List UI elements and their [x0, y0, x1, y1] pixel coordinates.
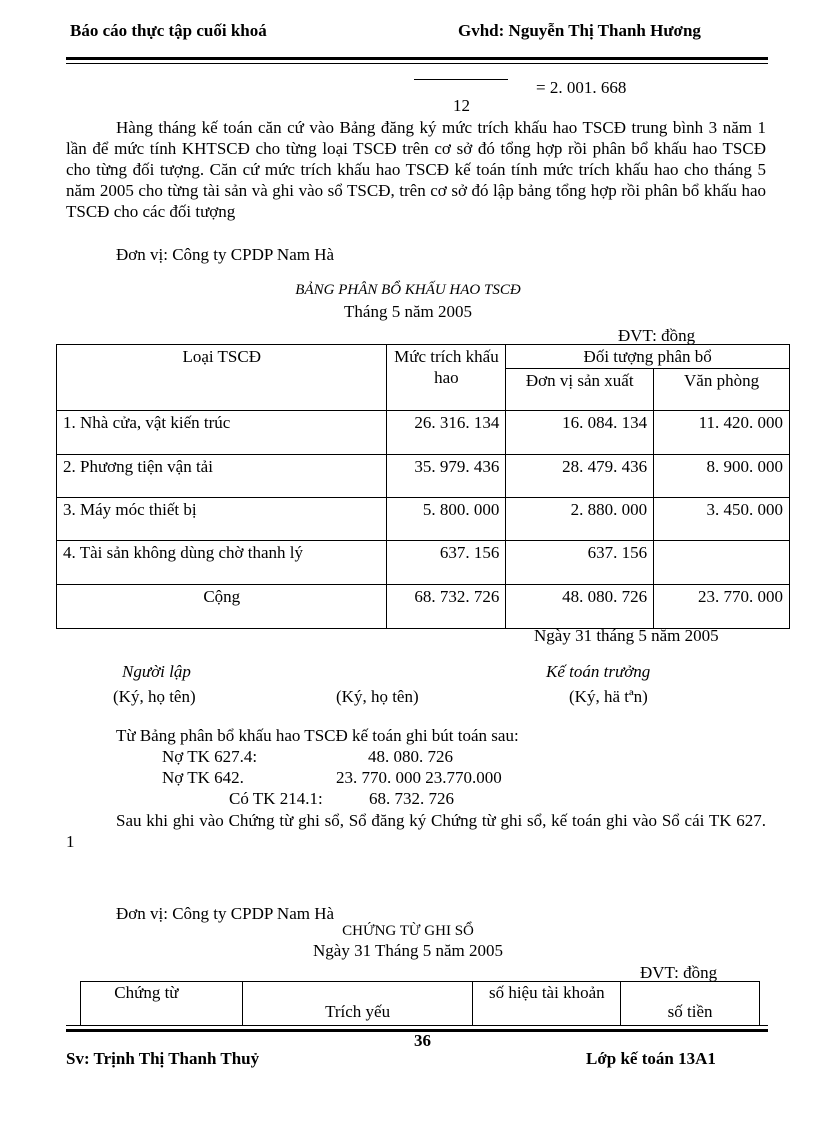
total-label: Cộng: [57, 585, 387, 629]
header-right: Gvhd: Nguyễn Thị Thanh Hương: [458, 21, 701, 40]
preparer-label: Người lập: [122, 662, 191, 681]
row-name: 2. Phương tiện vận tải: [57, 455, 387, 498]
footer-left: Sv: Trịnh Thị Thanh Thuỷ: [66, 1049, 260, 1068]
signature-3: (Ký, hä tªn): [569, 687, 648, 706]
col-header-production: Đơn vị sản xuất: [506, 369, 654, 411]
total-rate: 68. 732. 726: [387, 585, 506, 629]
row-production: 637. 156: [506, 541, 654, 585]
row-production: 2. 880. 000: [506, 498, 654, 541]
unit-name-2: Đơn vị: Công ty CPDP Nam Hà: [116, 904, 335, 923]
paragraph-ledger: Sau khi ghi vào Chứng từ ghi sổ, Sổ đăng ký Chứng từ ghi sổ, kế toán ghi vào Sổ cái TK 627. 1: [66, 811, 766, 851]
voucher-table: [80, 981, 760, 1026]
journal-line2-label: Nợ TK 642.: [162, 768, 244, 787]
chief-accountant-label: Kế toán trưởng: [546, 662, 651, 681]
table-row: [57, 498, 790, 541]
total-office: 23. 770. 000: [654, 585, 790, 629]
header-rule-thin: [66, 63, 768, 64]
table1-subtitle: Tháng 5 năm 2005: [344, 302, 472, 321]
table2-title: CHỨNG TỪ GHI SỔ: [342, 923, 474, 939]
row-office: [654, 541, 790, 585]
row-rate: 637. 156: [387, 541, 506, 585]
col-header-type: Loại TSCĐ: [57, 345, 387, 411]
journal-line3-value: 68. 732. 726: [369, 789, 454, 808]
formula-denominator: 12: [453, 96, 470, 115]
row-production: 16. 084. 134: [506, 411, 654, 455]
row-name: 1. Nhà cửa, vật kiến trúc: [57, 411, 387, 455]
row-office: 8. 900. 000: [654, 455, 790, 498]
journal-intro: Từ Bảng phân bổ khấu hao TSCĐ kế toán ghi bút toán sau:: [116, 726, 519, 745]
row-office: 3. 450. 000: [654, 498, 790, 541]
col-header-rate: Mức trích khấu hao: [387, 345, 506, 411]
fraction-bar: [414, 79, 508, 80]
table-total-row: [57, 585, 790, 629]
row-office: 11. 420. 000: [654, 411, 790, 455]
page-number: 36: [414, 1031, 431, 1050]
row-rate: 26. 316. 134: [387, 411, 506, 455]
depreciation-allocation-table: [56, 344, 790, 629]
journal-line3-label: Có TK 214.1:: [229, 789, 323, 808]
paragraph-depreciation: Hàng tháng kế toán căn cứ vào Bảng đăng ký mức trích khấu hao TSCĐ trung bình 3 năm 1 lần để mức tính KHTSCĐ cho từng loại TSCĐ trên cơ sở đó tổng hợp rồi phân bổ khấu hao TSCĐ cho từng đối tượng. Căn cứ mức trích khấu hao TSCĐ kế toán tính mức trích khấu hao cho tháng 5 năm 2005 cho từng tài sản và ghi vào sổ TSCĐ, trên cơ sở đó lập bảng tổng hợp rồi phân bổ khấu hao TSCĐ cho các đối tượng: [66, 118, 766, 221]
table2-currency: ĐVT: đồng: [640, 963, 718, 982]
signature-1: (Ký, họ tên): [113, 687, 196, 706]
row-rate: 35. 979. 436: [387, 455, 506, 498]
row-name: 4. Tài sản không dùng chờ thanh lý: [57, 541, 387, 585]
header-left: Báo cáo thực tập cuối khoá: [70, 21, 267, 40]
journal-line1-value: 48. 080. 726: [368, 747, 453, 766]
footer-right: Lớp kế toán 13A1: [586, 1049, 716, 1068]
row-production: 28. 479. 436: [506, 455, 654, 498]
signature-2: (Ký, họ tên): [336, 687, 419, 706]
header-rule-thick: [66, 57, 768, 60]
table-row: [57, 541, 790, 585]
footer-rule-thin: [66, 1025, 768, 1026]
row-rate: 5. 800. 000: [387, 498, 506, 541]
table1-currency: ĐVT: đồng: [618, 326, 696, 345]
table2-subtitle: Ngày 31 Tháng 5 năm 2005: [313, 941, 503, 960]
table-row: [57, 455, 790, 498]
col-header-summary: Trích yếu: [242, 982, 473, 1026]
unit-name: Đơn vị: Công ty CPDP Nam Hà: [116, 245, 335, 264]
date-line: Ngày 31 tháng 5 năm 2005: [534, 626, 719, 645]
col-header-amount: số tiền: [621, 982, 760, 1026]
col-header-allocation: Đối tượng phân bổ: [506, 345, 790, 369]
journal-line1-label: Nợ TK 627.4:: [162, 747, 258, 766]
table-row: [57, 411, 790, 455]
total-production: 48. 080. 726: [506, 585, 654, 629]
journal-line2-value: 23. 770. 000 23.770.000: [336, 768, 502, 787]
col-header-voucher: Chứng từ: [81, 982, 243, 1026]
row-name: 3. Máy móc thiết bị: [57, 498, 387, 541]
col-header-office: Văn phòng: [654, 369, 790, 411]
table1-title: BẢNG PHÂN BỔ KHẤU HAO TSCĐ: [295, 282, 521, 298]
formula-result: = 2. 001. 668: [536, 78, 627, 97]
col-header-account: số hiệu tài khoản: [473, 982, 621, 1026]
